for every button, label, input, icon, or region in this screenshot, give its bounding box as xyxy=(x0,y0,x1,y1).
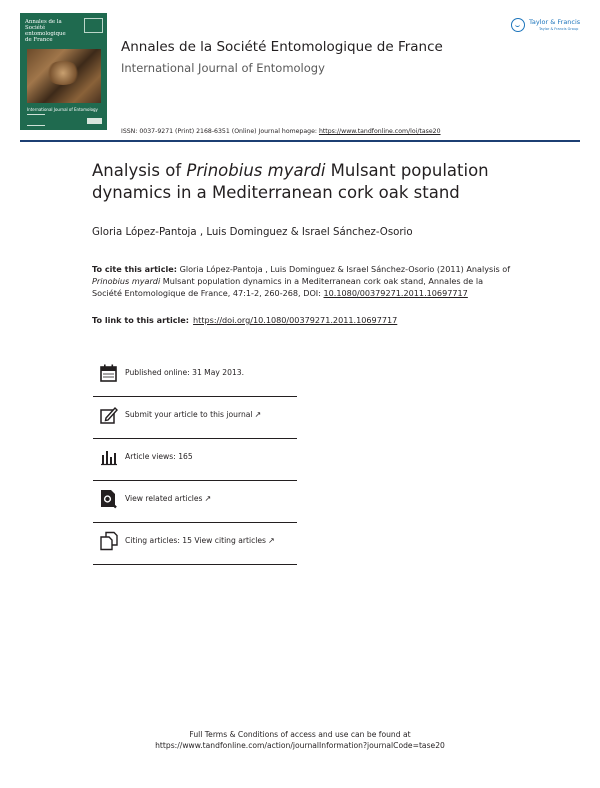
cover-subtitle: International Journal of Entomology xyxy=(27,107,98,112)
cover-title-line: Annales de la xyxy=(25,19,62,25)
citing-articles-icon xyxy=(99,531,119,551)
journal-subtitle: International Journal of Entomology xyxy=(121,61,325,75)
issn-line xyxy=(121,128,441,135)
external-link-icon: ↗ xyxy=(204,494,212,503)
related-articles-text: View related articles xyxy=(125,494,203,503)
citing-articles-row[interactable] xyxy=(93,523,297,565)
published-online-text: Published online: 31 May 2013. xyxy=(125,368,245,377)
bar-chart-icon xyxy=(99,447,119,467)
article-info-list xyxy=(93,355,297,565)
citation-doi-link[interactable]: 10.1080/00379271.2011.10697717 xyxy=(323,287,468,298)
submit-article-row[interactable] xyxy=(93,397,297,439)
cover-title-line: Société entomologique xyxy=(25,25,66,37)
article-link-label: To link to this article: xyxy=(92,315,190,325)
terms-link[interactable]: https://www.tandfonline.com/action/journalInformation?journalCode=tase20 xyxy=(155,741,445,750)
citation-label: To cite this article: xyxy=(92,264,178,274)
article-title-text: Analysis of xyxy=(92,161,187,180)
cover-decoration xyxy=(27,114,45,126)
external-link-icon: ↗ xyxy=(268,536,275,545)
header-divider xyxy=(20,140,580,142)
citing-articles-link[interactable] xyxy=(125,536,275,545)
journal-cover xyxy=(20,13,107,130)
related-articles-row[interactable] xyxy=(93,481,297,523)
publisher-logo xyxy=(511,16,585,36)
search-document-icon xyxy=(99,489,119,509)
cover-badge xyxy=(84,18,103,33)
citing-articles-text: Citing articles: 15 View citing articles xyxy=(125,536,266,545)
issn-text: ISSN: 0037-9271 (Print) 2168-6351 (Online) Journal homepage: xyxy=(121,128,319,135)
journal-homepage-link[interactable]: https://www.tandfonline.com/loi/tase20 xyxy=(318,128,441,135)
calendar-icon xyxy=(99,363,119,383)
article-link-line xyxy=(92,315,397,325)
publisher-logo-icon xyxy=(511,18,525,32)
terms-text: Full Terms & Conditions of access and use can be found at xyxy=(189,730,411,739)
cover-moth-photo xyxy=(27,49,101,103)
cover-title xyxy=(25,19,87,43)
terms-footer xyxy=(0,729,600,751)
article-authors: Gloria López-Pantoja , Luis Dominguez & Israel Sánchez-Osorio xyxy=(92,227,413,238)
publisher-brand: Taylor & Francis xyxy=(529,18,581,26)
publisher-tagline: Taylor & Francis Group xyxy=(539,27,579,31)
article-title xyxy=(92,160,542,203)
related-articles-link[interactable] xyxy=(125,494,211,503)
article-views-text: Article views: 165 xyxy=(125,452,193,461)
article-doi-link[interactable]: https://doi.org/10.1080/00379271.2011.10697717 xyxy=(193,315,398,325)
external-link-icon: ↗ xyxy=(254,410,262,419)
citation-species: Prinobius myardi xyxy=(92,275,161,286)
article-title-species: Prinobius myardi xyxy=(186,161,326,180)
pencil-icon xyxy=(99,405,119,425)
article-views-row xyxy=(93,439,297,481)
submit-article-text: Submit your article to this journal xyxy=(125,410,253,419)
citation-text: Mulsant population dynamics in a Mediterranean cork oak stand, Annales de la Société Entomologique de France, 47:1-2, 260-268, DOI: xyxy=(92,275,484,298)
submit-article-link[interactable] xyxy=(125,410,261,419)
published-online-row xyxy=(93,355,297,397)
journal-title: Annales de la Société Entomologique de France xyxy=(121,39,443,55)
cover-title-line: de France xyxy=(25,37,53,43)
citation-block xyxy=(92,264,512,299)
citation-text: Gloria López-Pantoja , Luis Dominguez & Israel Sánchez-Osorio (2011) Analysis of xyxy=(177,264,511,274)
cover-publisher-mark xyxy=(87,118,102,124)
article-title-text: Mulsant population dynamics in a Mediterranean cork oak stand xyxy=(92,161,489,202)
